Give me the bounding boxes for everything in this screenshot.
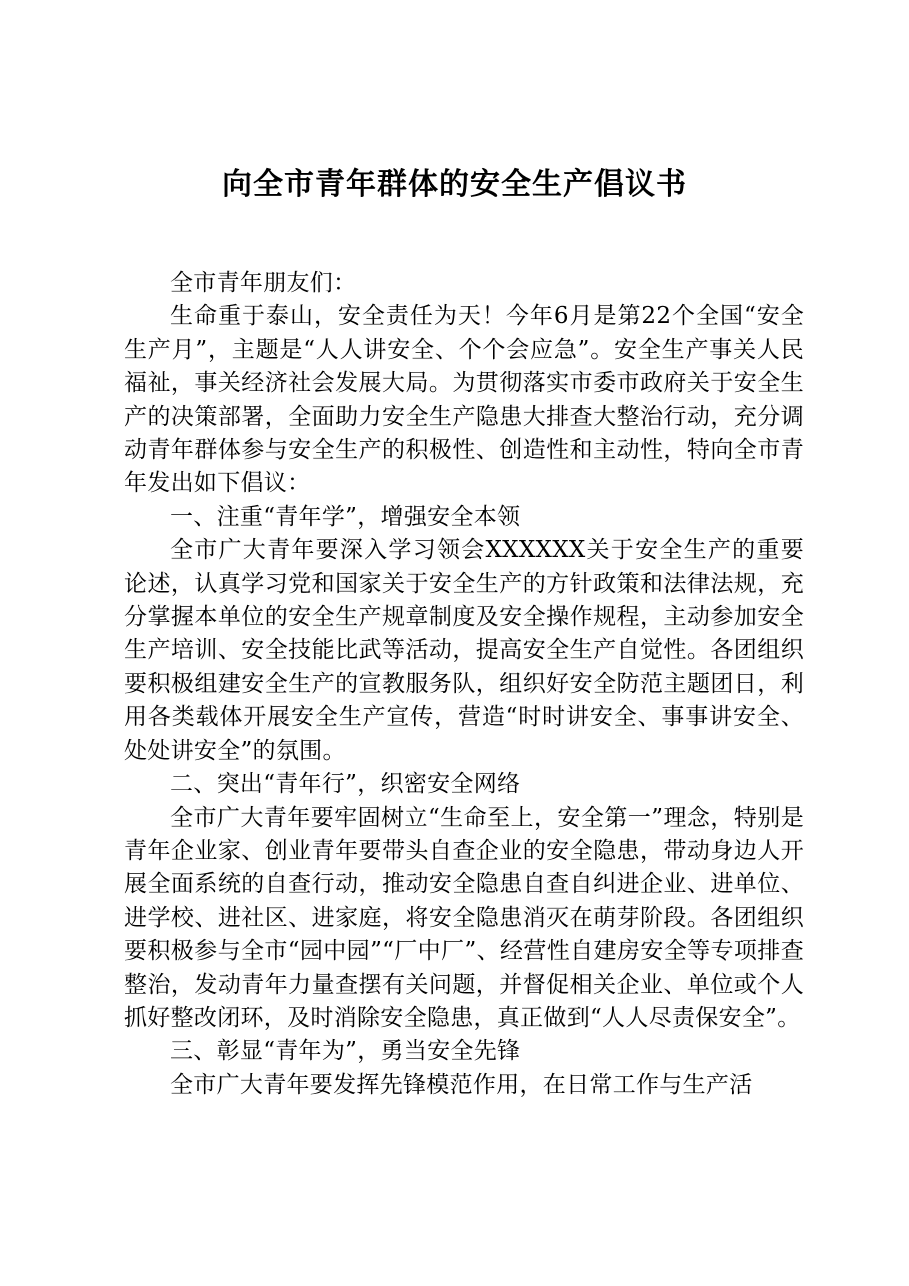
section-heading: 一、注重“青年学”，增强安全本领 [170,503,521,530]
section-heading: 三、彰显“青年为”，勇当安全先锋 [170,1038,521,1065]
section-heading: 二、突出“青年行”，织密安全网络 [170,771,521,798]
section-paragraph: 全市广大青年要发挥先锋模范作用，在日常工作与生产活 [170,1071,753,1098]
document-body [124,267,804,1102]
greeting-paragraph: 全市青年朋友们： [170,270,357,296]
document-title: 向全市青年群体的安全生产倡议书 [222,167,687,202]
section-paragraph: 全市广大青年要牢固树立“生命至上，安全第一”理念，特别是青年企业家、创业青年要带头自查企业的安全隐患，带动身边人开展全面系统的自查行动，推动安全隐患自查自纠进企业、进单位、进学校、进社区、进家庭，将安全隐患消灭在萌芽阶段。各团组织要积极参与全市“园中园”“厂中厂”、经营性自建房安全等专项排查整治，发动青年力量查摆有关问题，并督促相关企业、单位或个人抓好整改闭环，及时消除安全隐患，真正做到“人人尽责保安全”。 [124,804,804,1031]
section-paragraph: 全市广大青年要深入学习领会XXXXXX关于安全生产的重要论述，认真学习党和国家关于安全生产的方针政策和法律法规，充分掌握本单位的安全生产规章制度及安全操作规程，主动参加安全生产培训、安全技能比武等活动，提高安全生产自觉性。各团组织要积极组建安全生产的宣教服务队，组织好安全防范主题团日，利用各类载体开展安全生产宣传，营造“时时讲安全、事事讲安全、处处讲安全”的氛围。 [124,537,804,764]
intro-paragraph: 生命重于泰山，安全责任为天！今年6月是第22个全国“安全生产月”，主题是“人人讲安全、个个会应急”。安全生产事关人民福祉，事关经济社会发展大局。为贯彻落实市委市政府关于安全生产的决策部署，全面助力安全生产隐患大排查大整治行动，充分调动青年群体参与安全生产的积极性、创造性和主动性，特向全市青年发出如下倡议： [124,303,804,497]
